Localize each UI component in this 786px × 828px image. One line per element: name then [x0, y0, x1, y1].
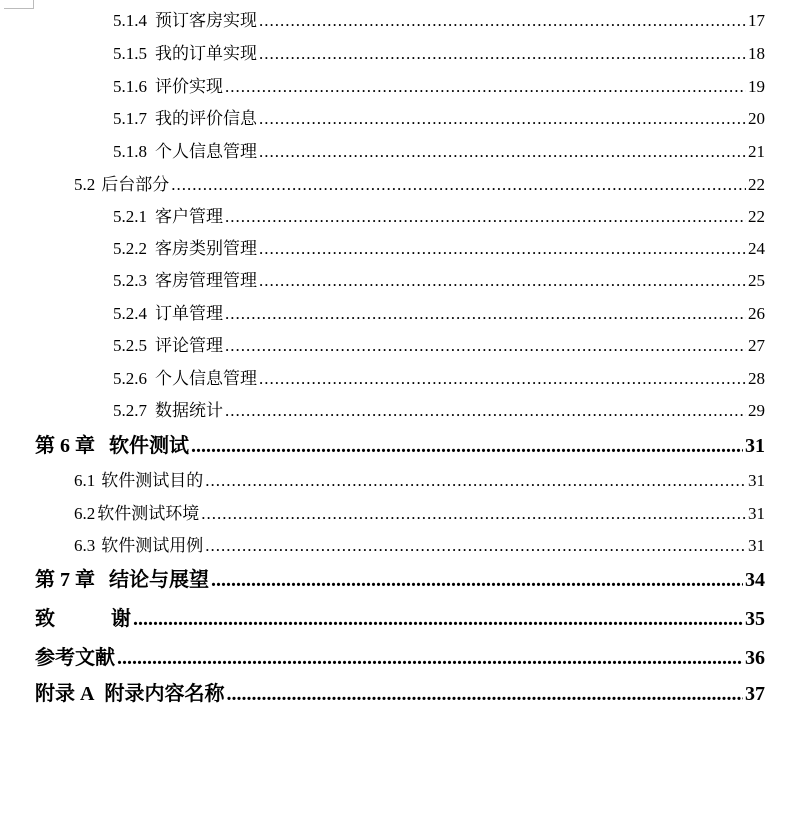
dot-leader: [225, 398, 746, 424]
toc-entry-number: 5.2.1: [113, 207, 147, 226]
toc-entry-page: 24: [748, 239, 765, 258]
toc-entry-number: 6.1: [74, 471, 96, 490]
toc-entry-title: 谢: [111, 608, 131, 630]
page-corner-mark: [4, 8, 34, 9]
toc-entry-page: 31: [745, 435, 765, 457]
toc-entry-title: 个人信息管理: [155, 369, 257, 388]
toc-entry-page: 29: [748, 401, 765, 420]
toc-entry[interactable]: [74, 533, 765, 559]
toc-entry[interactable]: [113, 398, 765, 424]
dot-leader: [201, 501, 746, 527]
toc-entry[interactable]: [74, 501, 765, 527]
dot-leader: [133, 604, 743, 634]
toc-entry-page: 34: [745, 569, 765, 591]
dot-leader: [205, 468, 746, 494]
toc-entry-page: 36: [745, 647, 765, 669]
toc-entry[interactable]: [113, 139, 765, 165]
toc-entry-number: 5.1.5: [113, 44, 147, 63]
toc-entry-number: 6.2: [74, 504, 96, 523]
dot-leader: [259, 41, 746, 67]
toc-entry-page: 20: [748, 109, 765, 128]
toc-entry-title: 数据统计: [155, 401, 223, 420]
dot-leader: [259, 366, 746, 392]
dot-leader: [225, 333, 746, 359]
dot-leader: [225, 74, 746, 100]
toc-entry-page: 31: [748, 471, 765, 490]
toc-entry-number: 5.2.2: [113, 239, 147, 258]
toc-entry-title: 参考文献: [35, 647, 115, 669]
toc-entry-page: 27: [748, 336, 765, 355]
toc-entry-page: 19: [748, 77, 765, 96]
toc-entry-page: 22: [748, 175, 765, 194]
toc-entry[interactable]: [74, 172, 765, 198]
toc-entry-page: 35: [745, 608, 765, 630]
toc-entry-number: 5.1.8: [113, 142, 147, 161]
toc-entry[interactable]: [113, 106, 765, 132]
toc-entry-page: 25: [748, 271, 765, 290]
toc-entry[interactable]: [113, 333, 765, 359]
toc-entry-number: 第 6 章: [35, 435, 95, 457]
dot-leader: [259, 268, 746, 294]
dot-leader: [259, 8, 746, 34]
dot-leader: [226, 679, 743, 709]
toc-entry-number: 致: [35, 608, 55, 630]
toc-entry-title: 附录内容名称: [104, 683, 225, 705]
toc-entry-number: 5.2.4: [113, 304, 147, 323]
toc-entry[interactable]: [113, 268, 765, 294]
toc-entry[interactable]: [113, 301, 765, 327]
toc-entry-title: 评论管理: [155, 336, 223, 355]
toc-entry-page: 31: [748, 536, 765, 555]
toc-entry-title: 评价实现: [155, 77, 223, 96]
dot-leader: [225, 301, 746, 327]
toc-entry-title: 软件测试: [109, 435, 189, 457]
toc-entry[interactable]: [113, 366, 765, 392]
toc-entry[interactable]: [35, 431, 765, 461]
toc-entry-page: 18: [748, 44, 765, 63]
toc-entry-title: 客户管理: [155, 207, 223, 226]
toc-entry[interactable]: [113, 74, 765, 100]
toc-entry-title: 软件测试目的: [101, 471, 204, 490]
toc-entry[interactable]: [35, 679, 765, 709]
toc-entry-number: 5.1.4: [113, 11, 147, 30]
dot-leader: [191, 431, 743, 461]
toc-entry[interactable]: [35, 565, 765, 595]
toc-entry-title: 后台部分: [101, 175, 170, 194]
toc-entry[interactable]: [35, 643, 765, 673]
toc-entry[interactable]: [35, 604, 765, 634]
toc-entry-title: 软件测试用例: [101, 536, 204, 555]
toc-entry[interactable]: [113, 204, 765, 230]
toc-entry-title: 结论与展望: [109, 569, 209, 591]
dot-leader: [259, 236, 746, 262]
toc-entry[interactable]: [113, 236, 765, 262]
toc-entry-number: 5.2.7: [113, 401, 147, 420]
dot-leader: [225, 204, 746, 230]
dot-leader: [117, 643, 743, 673]
toc-entry-page: 17: [748, 11, 765, 30]
toc-entry-page: 26: [748, 304, 765, 323]
toc-entry[interactable]: [74, 468, 765, 494]
toc-entry-page: 28: [748, 369, 765, 388]
dot-leader: [211, 565, 743, 595]
toc-entry-number: 5.2.5: [113, 336, 147, 355]
toc-entry[interactable]: [113, 41, 765, 67]
toc-entry-number: 第 7 章: [35, 569, 95, 591]
toc-entry-title: 我的评价信息: [155, 109, 257, 128]
toc-entry-page: 21: [748, 142, 765, 161]
toc-entry-title: 软件测试环境: [97, 504, 200, 523]
dot-leader: [259, 139, 746, 165]
toc-entry-title: 客房类别管理: [155, 239, 257, 258]
toc-entry[interactable]: [113, 8, 765, 34]
toc-entry-page: 22: [748, 207, 765, 226]
toc-entry-number: 附录 A: [35, 683, 95, 705]
toc-entry-number: 5.1.7: [113, 109, 147, 128]
toc-entry-title: 个人信息管理: [155, 142, 257, 161]
toc-entry-number: 5.2.3: [113, 271, 147, 290]
toc-entry-title: 客房管理管理: [155, 271, 257, 290]
toc-entry-number: 6.3: [74, 536, 96, 555]
toc-entry-number: 5.1.6: [113, 77, 147, 96]
toc-entry-page: 31: [748, 504, 765, 523]
toc-entry-page: 37: [745, 683, 765, 705]
toc-entry-title: 订单管理: [155, 304, 223, 323]
dot-leader: [259, 106, 746, 132]
toc-entry-number: 5.2: [74, 175, 96, 194]
toc-entry-number: 5.2.6: [113, 369, 147, 388]
dot-leader: [171, 172, 746, 198]
toc-entry-title: 我的订单实现: [155, 44, 257, 63]
toc-entry-title: 预订客房实现: [155, 11, 257, 30]
dot-leader: [205, 533, 746, 559]
